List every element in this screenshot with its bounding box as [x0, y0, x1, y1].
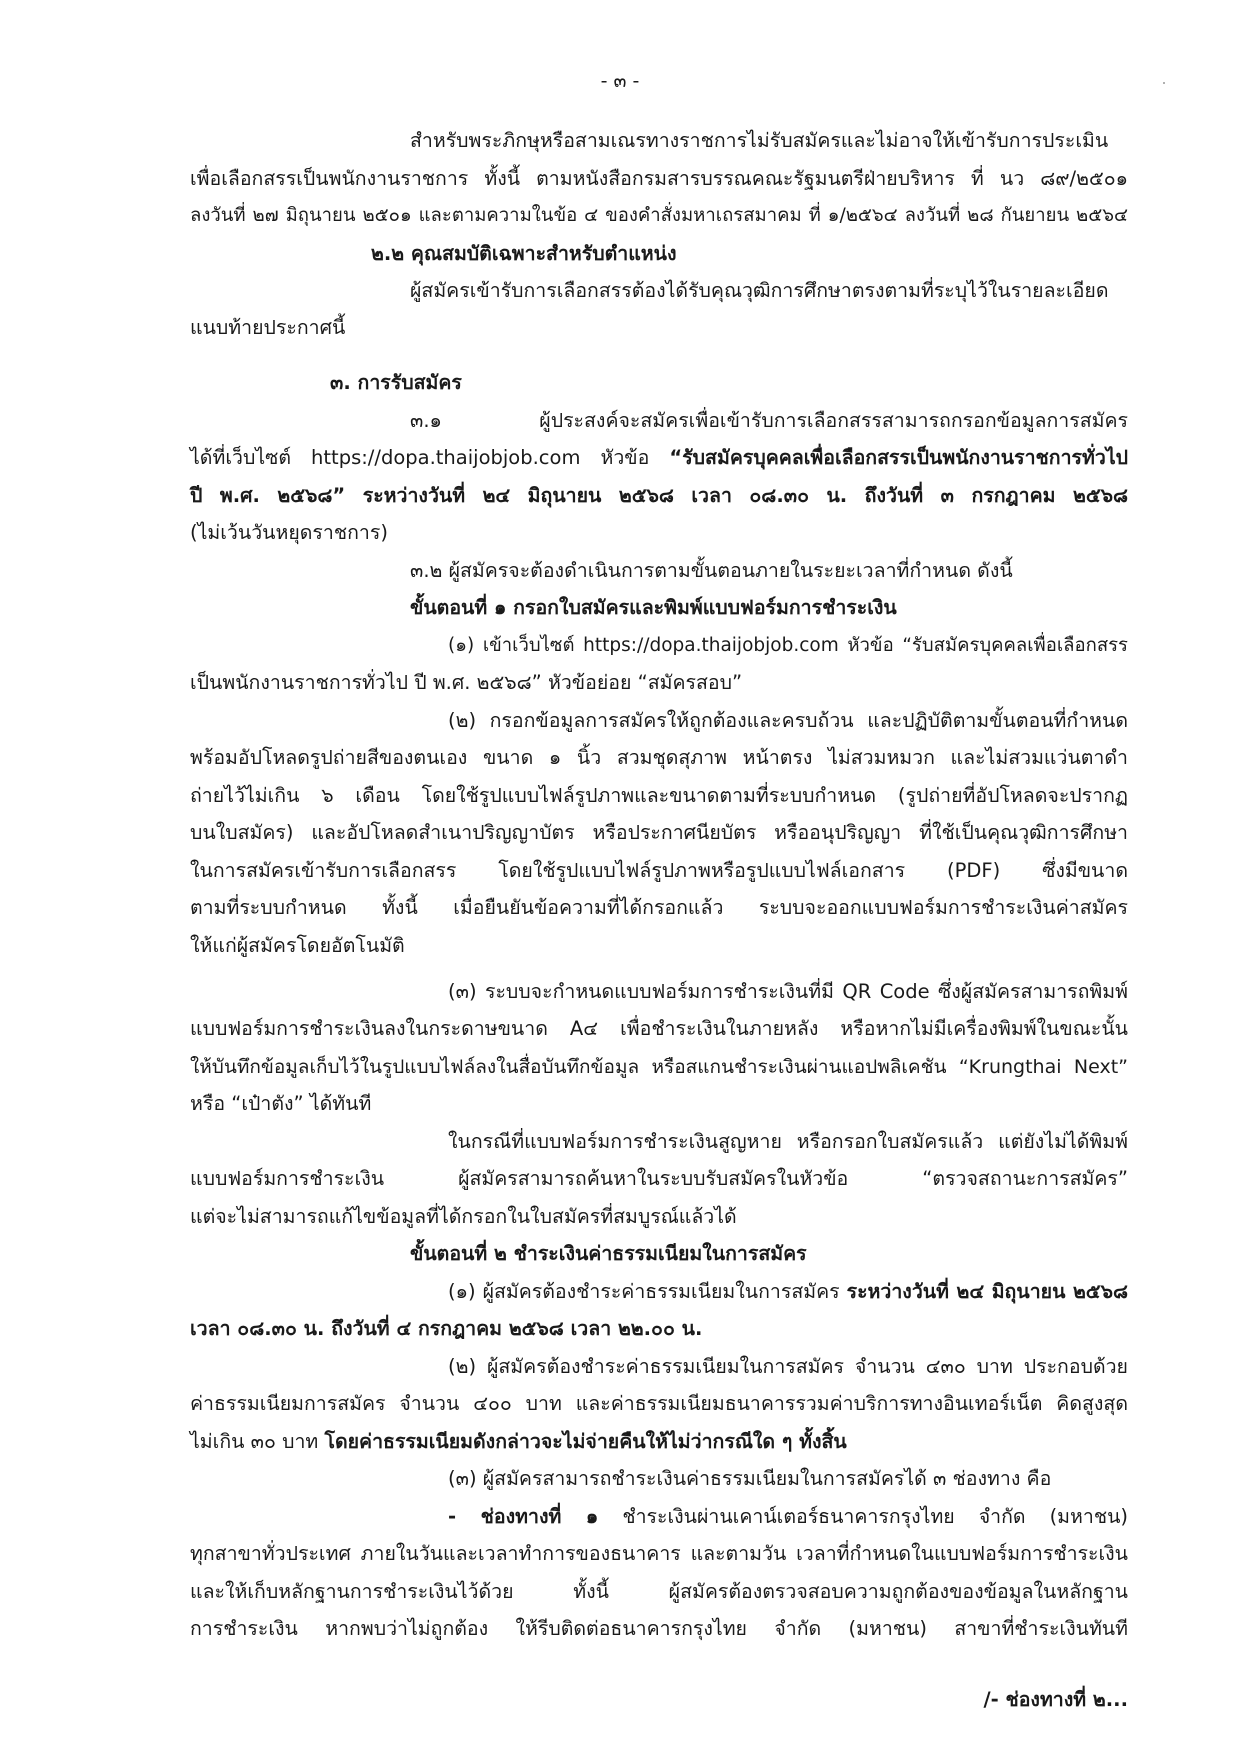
paragraph-line: เพื่อเลือกสรรเป็นพนักงานราชการ ทั้งนี้ ตามหนังสือกรมสารบรรณคณะรัฐมนตรีฝ่ายบริหาร ที่ นว ๘๙/๒๕๐๑ — [190, 167, 1128, 190]
paragraph-line: เวลา ๐๘.๓๐ น. ถึงวันที่ ๔ กรกฎาคม ๒๕๖๘ เวลา ๒๒.๐๐ น. — [190, 1317, 703, 1340]
paragraph-line — [190, 1428, 847, 1456]
page-number: - ๓ - — [600, 70, 640, 92]
text-run: ไม่เกิน ๓๐ บาท — [190, 1430, 319, 1453]
step-heading: ขั้นตอนที่ ๑ กรอกใบสมัครและพิมพ์แบบฟอร์มการชำระเงิน — [410, 596, 897, 619]
paragraph-line: ถ่ายไว้ไม่เกิน ๖ เดือน โดยใช้รูปแบบไฟล์รูปภาพและขนาดตามที่ระบบกำหนด (รูปถ่ายที่อัปโหลดจะปรากฏ — [190, 784, 1128, 807]
paragraph-line: (๑) เข้าเว็บไซต์ https://dopa.thaijobjob.com หัวข้อ “รับสมัครบุคคลเพื่อเลือกสรร — [448, 635, 1128, 656]
paragraph-line: แนบท้ายประกาศนี้ — [190, 316, 346, 339]
text-run: ได้ที่เว็บไซต์ https://dopa.thaijobjob.com หัวข้อ — [190, 446, 650, 469]
text-run: (๑) ผู้สมัครต้องชำระค่าธรรมเนียมในการสมัคร — [448, 1280, 840, 1303]
step-heading: ขั้นตอนที่ ๒ ชำระเงินค่าธรรมเนียมในการสมัคร — [410, 1242, 807, 1265]
paragraph-line — [190, 444, 1128, 472]
paragraph-line — [448, 1503, 1128, 1531]
paragraph-line: แบบฟอร์มการชำระเงิน ผู้สมัครสามารถค้นหาในระบบรับสมัครในหัวข้อ “ตรวจสถานะการสมัคร” — [190, 1167, 1128, 1190]
paragraph-line: (๒) ผู้สมัครต้องชำระค่าธรรมเนียมในการสมัคร จำนวน ๔๓๐ บาท ประกอบด้วย — [448, 1355, 1128, 1378]
paragraph-line: ตามที่ระบบกำหนด ทั้งนี้ เมื่อยืนยันข้อความที่ได้กรอกแล้ว ระบบจะออกแบบฟอร์มการชำระเงินค่าสมัคร — [190, 896, 1128, 919]
bold-text-run: โดยค่าธรรมเนียมดังกล่าวจะไม่จ่ายคืนให้ไม่ว่ากรณีใด ๆ ทั้งสิ้น — [324, 1430, 847, 1453]
text-run: ชำระเงินผ่านเคาน์เตอร์ธนาคารกรุงไทย จำกัด (มหาชน) — [622, 1505, 1129, 1528]
paragraph-line: ลงวันที่ ๒๗ มิถุนายน ๒๕๐๑ และตามความในข้อ ๔ ของคำสั่งมหาเถรสมาคม ที่ ๑/๒๕๖๔ ลงวันที่ ๒๘ กันยายน ๒๕๖๔ — [190, 205, 1128, 226]
paragraph-line: ๓.๒ ผู้สมัครจะต้องดำเนินการตามขั้นตอนภายในระยะเวลาที่กำหนด ดังนี้ — [410, 559, 1013, 582]
bold-text-run: ระหว่างวันที่ ๒๔ มิถุนายน ๒๕๖๘ — [846, 1280, 1128, 1303]
paragraph-line: หรือ “เป๋าตัง” ได้ทันที — [190, 1092, 372, 1115]
paragraph-line: ทุกสาขาทั่วประเทศ ภายในวันและเวลาทำการของธนาคาร และตามวัน เวลาที่กำหนดในแบบฟอร์มการชำระเงิน — [190, 1542, 1128, 1565]
paragraph-line: ให้บันทึกข้อมูลเก็บไว้ในรูปแบบไฟล์ลงในสื่อบันทึกข้อมูล หรือสแกนชำระเงินผ่านแอปพลิเคชัน “Krungthai Next” — [190, 1056, 1128, 1078]
bold-text-run: - ช่องทางที่ ๑ — [448, 1505, 599, 1528]
scan-speck — [1163, 82, 1165, 84]
paragraph-line — [448, 1278, 1128, 1306]
paragraph-line: เป็นพนักงานราชการทั่วไป ปี พ.ศ. ๒๕๖๘” หัวข้อย่อย “สมัครสอบ” — [190, 671, 743, 694]
paragraph-line: สำหรับพระภิกษุหรือสามเณรทางราชการไม่รับสมัครและไม่อาจให้เข้ารับการประเมิน — [410, 129, 1109, 152]
paragraph-line: การชำระเงิน หากพบว่าไม่ถูกต้อง ให้รีบติดต่อธนาคารกรุงไทย จำกัด (มหาชน) สาขาที่ชำระเงินทันที — [190, 1617, 1128, 1640]
paragraph-line: (๓) ระบบจะกำหนดแบบฟอร์มการชำระเงินที่มี QR Code ซึ่งผู้สมัครสามารถพิมพ์ — [448, 980, 1128, 1003]
paragraph-line: ในการสมัครเข้ารับการเลือกสรร โดยใช้รูปแบบไฟล์รูปภาพหรือรูปแบบไฟล์เอกสาร (PDF) ซึ่งมีขนาด — [190, 859, 1128, 882]
page-continuation: /- ช่องทางที่ ๒... — [983, 1688, 1128, 1711]
section-heading: ๓. การรับสมัคร — [330, 371, 462, 394]
paragraph-line: พร้อมอัปโหลดรูปถ่ายสีของตนเอง ขนาด ๑ นิ้ว สวมชุดสุภาพ หน้าตรง ไม่สวมหมวก และไม่สวมแว่นตาดำ — [190, 746, 1128, 769]
section-heading: ๒.๒ คุณสมบัติเฉพาะสำหรับตำแหน่ง — [371, 242, 677, 265]
paragraph-line: และให้เก็บหลักฐานการชำระเงินไว้ด้วย ทั้งนี้ ผู้สมัครต้องตรวจสอบความถูกต้องของข้อมูลในหลักฐาน — [190, 1580, 1128, 1603]
paragraph-line: ให้แก่ผู้สมัครโดยอัตโนมัติ — [190, 934, 405, 957]
paragraph-line: แบบฟอร์มการชำระเงินลงในกระดาษขนาด A๔ เพื่อชำระเงินในภายหลัง หรือหากไม่มีเครื่องพิมพ์ในขณะนั้น — [190, 1017, 1128, 1040]
paragraph-line: บนใบสมัคร) และอัปโหลดสำเนาปริญญาบัตร หรือประกาศนียบัตร หรืออนุปริญญา ที่ใช้เป็นคุณวุฒิการศึกษา — [190, 821, 1128, 844]
bold-text-run: “รับสมัครบุคคลเพื่อเลือกสรรเป็นพนักงานราชการทั่วไป — [669, 446, 1129, 469]
paragraph-line: ในกรณีที่แบบฟอร์มการชำระเงินสูญหาย หรือกรอกใบสมัครแล้ว แต่ยังไม่ได้พิมพ์ — [448, 1130, 1128, 1153]
paragraph-line: ค่าธรรมเนียมการสมัคร จำนวน ๔๐๐ บาท และค่าธรรมเนียมธนาคารรวมค่าบริการทางอินเทอร์เน็ต คิดสูงสุด — [190, 1392, 1128, 1415]
paragraph-line: (๓) ผู้สมัครสามารถชำระเงินค่าธรรมเนียมในการสมัครได้ ๓ ช่องทาง คือ — [448, 1467, 1052, 1490]
paragraph-line: ๓.๑ ผู้ประสงค์จะสมัครเพื่อเข้ารับการเลือกสรรสามารถกรอกข้อมูลการสมัคร — [410, 409, 1128, 432]
paragraph-line: ผู้สมัครเข้ารับการเลือกสรรต้องได้รับคุณวุฒิการศึกษาตรงตามที่ระบุไว้ในรายละเอียด — [410, 279, 1109, 302]
paragraph-line: แต่จะไม่สามารถแก้ไขข้อมูลที่ได้กรอกในใบสมัครที่สมบูรณ์แล้วได้ — [190, 1205, 737, 1228]
paragraph-line: ปี พ.ศ. ๒๕๖๘” ระหว่างวันที่ ๒๔ มิถุนายน ๒๕๖๘ เวลา ๐๘.๓๐ น. ถึงวันที่ ๓ กรกฎาคม ๒๕๖๘ — [190, 484, 1128, 507]
paragraph-line: (ไม่เว้นวันหยุดราชการ) — [190, 521, 388, 544]
paragraph-line: (๒) กรอกข้อมูลการสมัครให้ถูกต้องและครบถ้วน และปฏิบัติตามขั้นตอนที่กำหนด — [448, 709, 1128, 732]
